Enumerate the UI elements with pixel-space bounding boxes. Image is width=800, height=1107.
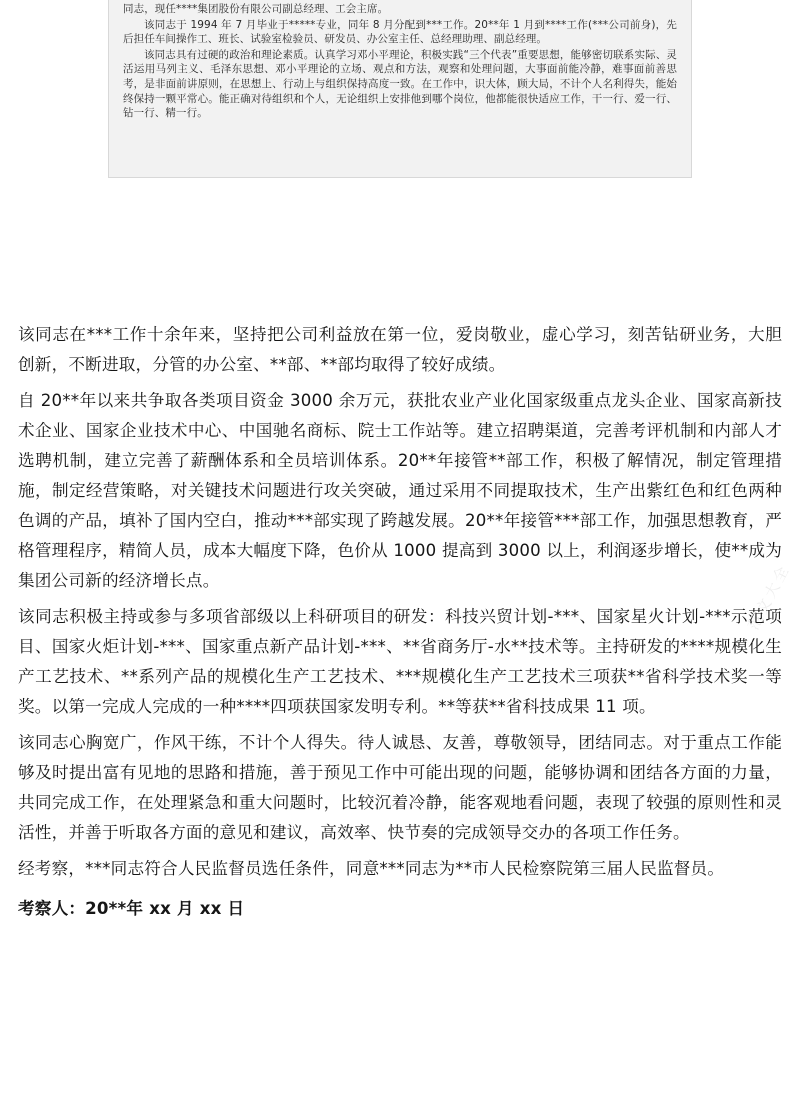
embedded-line-2: 该同志于 1994 年 7 月毕业于*****专业，同年 8 月分配到***工作。20**年 1 月到****工作(***公司前身)，先后担任车间操作工、班长、试验室检验员、研发员、办公室主任、总经理助理、副总经理。 [123,18,677,46]
paragraph-3: 该同志积极主持或参与多项省部级以上科研项目的研发：科技兴贸计划-***、国家星火计划-***示范项目、国家火炬计划-***、国家重点新产品计划-***、**省商务厅-水**技术等。主持研发的****规模化生产工艺技术、**系列产品的规模化生产工艺技术、***规模化生产工艺技术三项获**省科学技术奖一等奖。以第一完成人完成的一种****四项获国家发明专利。**等获**省科技成果 11 项。 [18,607,782,716]
signature-line: 考察人：20**年 xx 月 xx 日 [18,899,245,918]
document-body [18,320,782,930]
watermark-text: 范文大全 [743,560,794,633]
paragraph-2: 自 20**年以来共争取各类项目资金 3000 余万元，获批农业产业化国家级重点龙头企业、国家高新技术企业、国家企业技术中心、中国驰名商标、院士工作站等。建立招聘渠道，完善考评机制和内部人才选聘机制，建立完善了薪酬体系和全员培训体系。20**年接管**部工作，积极了解情况，制定管理措施，制定经营策略，对关键技术问题进行攻关突破，通过采用不同提取技术，生产出紫红色和红色两种色调的产品，填补了国内空白，推动***部实现了跨越发展。20**年接管***部工作，加强思想教育，严格管理程序，精简人员，成本大幅度下降，色价从 1000 提高到 3000 以上，利润逐步增长，使**成为集团公司新的经济增长点。 [18,391,782,590]
embedded-document-image [108,0,692,178]
embedded-line-3: 该同志具有过硬的政治和理论素质。认真学习邓小平理论，积极实践“三个代表”重要思想，能够密切联系实际、灵活运用马列主义、毛泽东思想、邓小平理论的立场、观点和方法，观察和处理问题，大事面前能冷静，难事面前善思考，是非面前讲原则，在思想上、行动上与组织保持高度一致。在工作中，识大体，顾大局，不计个人名利得失，能始终保持一颗平常心。能正确对待组织和个人，无论组织上安排他到哪个岗位，他都能很快适应工作，干一行、爱一行、钻一行、精一行。 [123,48,677,120]
paragraph-1: 该同志在***工作十余年来，坚持把公司利益放在第一位，爱岗敬业，虚心学习，刻苦钻研业务，大胆创新，不断进取，分管的办公室、**部、**部均取得了较好成绩。 [18,325,782,374]
paragraph-4: 该同志心胸宽广，作风干练，不计个人得失。待人诚恳、友善，尊敬领导，团结同志。对于重点工作能够及时提出富有见地的思路和措施，善于预见工作中可能出现的问题，能够协调和团结各方面的力量，共同完成工作，在处理紧急和重大问题时，比较沉着冷静，能客观地看问题，表现了较强的原则性和灵活性，并善于听取各方面的意见和建议，高效率、快节奏的完成领导交办的各项工作任务。 [18,733,782,842]
paragraph-5: 经考察，***同志符合人民监督员选任条件，同意***同志为**市人民检察院第三届人民监督员。 [18,859,725,878]
embedded-line-1: 同志，现任****集团股份有限公司副总经理、工会主席。 [123,3,389,15]
